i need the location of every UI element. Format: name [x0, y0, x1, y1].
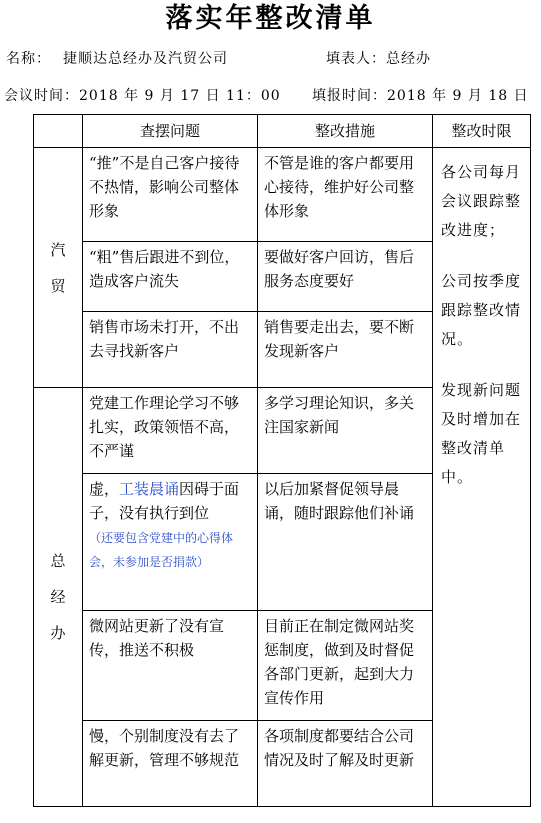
- header-blank: [34, 115, 83, 148]
- table-header-row: [34, 115, 531, 148]
- report-time: [312, 87, 529, 105]
- measure-cell: 目前正在制定微网站奖惩制度，做到及时督促各部门更新，起到大力宣传作用: [258, 611, 433, 721]
- header-problem: 查摆问题: [83, 115, 258, 148]
- meeting-time: [4, 87, 281, 105]
- unit-char: 经: [50, 588, 66, 606]
- deadline-item: 各公司每月会议跟踪整改进度；: [441, 163, 522, 239]
- unit-char: 汽: [50, 240, 66, 259]
- problem-cell: [83, 474, 258, 611]
- filler: [326, 50, 431, 68]
- measure-cell: 销售要走出去，要不断发现新客户: [258, 312, 433, 388]
- page-title: 落实年整改清单: [165, 3, 376, 34]
- unit-auto-trade: [34, 148, 83, 388]
- problem-cell: 慢，个别制度没有去了解更新，管理不够规范: [83, 721, 258, 807]
- measure-cell: 要做好客户回访，售后服务态度要好: [258, 242, 433, 312]
- header-measure: 整改措施: [258, 115, 433, 148]
- highlight-text: 工装晨诵: [119, 480, 180, 498]
- problem-prefix: 虚，: [89, 480, 120, 498]
- unit-general-office: [34, 388, 83, 807]
- rectification-table: [33, 114, 531, 807]
- unit-char: 总: [50, 552, 66, 570]
- problem-cell: 微网站更新了没有宣传，推送不积极: [83, 611, 258, 721]
- table-row: [34, 148, 531, 242]
- measure-cell: 不管是谁的客户都要用心接待，维护好公司整体形象: [258, 148, 433, 242]
- report-time-label: 填报时间：: [312, 88, 387, 104]
- filler-label: 填表人：: [326, 51, 386, 67]
- problem-cell: “粗”售后跟进不到位，造成客户流失: [83, 242, 258, 312]
- measure-cell: 各项制度都要结合公司情况及时了解及时更新: [258, 721, 433, 807]
- meeting-time-label: 会议时间：: [4, 88, 79, 104]
- measure-cell: 多学习理论知识，多关注国家新闻: [258, 388, 433, 474]
- problem-cell: 销售市场未打开，不出去寻找新客户: [83, 312, 258, 388]
- name-value: 捷顺达总经办及汽贸公司: [63, 51, 228, 67]
- annotation-note: （还要包含党建中的心得体会，未参加是否捐款）: [89, 531, 234, 569]
- meeting-time-value: 2018 年 9 月 17 日 11：00: [79, 88, 281, 104]
- header-deadline: 整改时限: [433, 115, 531, 148]
- unit-char: 贸: [50, 276, 66, 295]
- problem-cell: “推”不是自己客户接待不热情，影响公司整体形象: [83, 148, 258, 242]
- filler-value: 总经办: [386, 51, 431, 67]
- company-name: [6, 50, 228, 68]
- problem-suffix: 因碍于面子，没有执行到位: [89, 480, 240, 522]
- deadline-cell: [433, 148, 531, 807]
- report-time-value: 2018 年 9 月 18 日: [387, 88, 529, 104]
- unit-char: 办: [50, 624, 66, 642]
- problem-cell: 党建工作理论学习不够扎实，政策领悟不高，不严谨: [83, 388, 258, 474]
- deadline-item: 发现新问题及时增加在整改清单中。: [441, 381, 522, 486]
- name-label: 名称：: [6, 51, 51, 67]
- deadline-item: 公司按季度跟踪整改情况。: [441, 272, 522, 348]
- measure-cell: 以后加紧督促领导晨诵，随时跟踪他们补诵: [258, 474, 433, 611]
